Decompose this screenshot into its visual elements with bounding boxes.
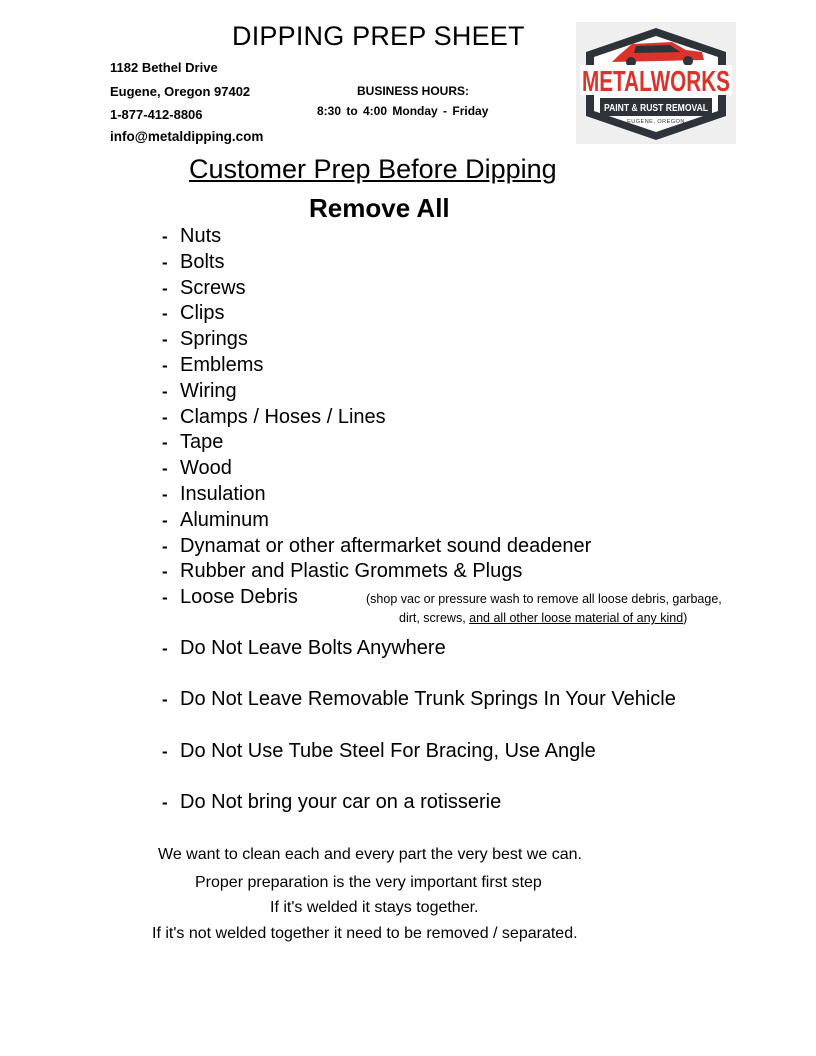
dash-bullet: - [162,793,168,812]
remove-list-item [162,560,522,583]
address-city: Eugene, Oregon 97402 [110,84,251,99]
metalworks-logo [576,22,736,144]
remove-item-label: Clamps / Hoses / Lines [180,405,386,428]
remove-item-label: Dynamat or other aftermarket sound deadener [180,534,592,557]
dash-bullet: - [162,690,168,709]
remove-list-item [162,328,248,351]
remove-item-label: Aluminum [180,508,269,531]
logo-location-text: EUGENE, OREGON [627,119,685,125]
dash-bullet: - [162,356,168,375]
remove-list-item [162,380,237,403]
dash-bullet: - [162,330,168,350]
remove-item-label: Wood [180,457,232,480]
address-street: 1182 Bethel Drive [110,60,218,75]
note-underlined-text: and all other loose material of any kind [469,611,684,625]
footer-line: We want to clean each and every part the very best we can. [158,846,582,863]
dash-bullet: - [162,381,168,401]
remove-list-item [162,251,224,274]
remove-item-label: Springs [180,328,248,351]
remove-list-item [162,406,386,429]
remove-item-label: Rubber and Plastic Grommets & Plugs [180,560,523,583]
business-hours-label: BUSINESS HOURS: [357,84,470,98]
remove-list-item [162,431,223,454]
business-hours-value: 8:30 to 4:00 Monday - Friday [317,104,489,118]
phone-number: 1-877-412-8806 [110,107,203,122]
remove-list-item [162,354,263,377]
remove-list-item [162,509,269,532]
rule-list-item [162,637,446,660]
dash-bullet: - [162,588,168,608]
logo-brand-text: METALWORKS [582,66,730,98]
email-address: info@metaldipping.com [110,129,264,144]
rule-label: Do Not Use Tube Steel For Bracing, Use Angle [180,740,596,762]
rule-label: Do Not Leave Bolts Anywhere [180,637,446,659]
footer-line: If it's not welded together it need to be removed / separated. [152,925,578,942]
remove-list-item [162,277,246,300]
remove-list-item [162,586,298,609]
remove-item-label: Wiring [180,379,237,402]
remove-list-item [162,483,266,506]
dash-bullet: - [162,639,168,658]
rule-label: Do Not Leave Removable Trunk Springs In Your Vehicle [180,688,676,710]
remove-item-label: Screws [180,276,246,299]
section-title: Customer Prep Before Dipping [189,154,557,184]
dash-bullet: - [162,227,168,246]
dash-bullet: - [162,536,168,556]
dash-bullet: - [162,510,168,530]
rule-list-item [162,740,596,763]
dash-bullet: - [162,459,168,479]
footer-line: Proper preparation is the very important first step [195,874,542,891]
remove-item-label: Insulation [180,483,266,505]
remove-list-item [162,302,224,325]
dash-bullet: - [162,407,168,427]
remove-list-item [162,225,221,248]
dash-bullet: - [162,742,168,761]
remove-item-label: Tape [180,431,224,454]
remove-item-label: Nuts [180,225,222,247]
remove-all-heading: Remove All [309,193,450,223]
loose-debris-note-line2 [399,611,687,625]
dash-bullet: - [162,252,168,272]
page-title: DIPPING PREP SHEET [232,21,525,51]
remove-list-item [162,535,591,558]
dash-bullet: - [162,485,168,504]
logo-graphic [576,22,736,144]
remove-item-label: Emblems [180,354,264,376]
rule-list-item [162,791,501,814]
dash-bullet: - [162,562,168,582]
rule-list-item [162,688,676,711]
dash-bullet: - [162,433,168,453]
remove-item-label: Bolts [180,250,225,273]
dash-bullet: - [162,304,168,324]
rule-label: Do Not bring your car on a rotisserie [180,791,502,813]
remove-item-label: Clips [180,302,225,325]
footer-line: If it's welded it stays together. [270,899,479,916]
loose-debris-note-line1: (shop vac or pressure wash to remove all loose debris, garbage, [366,592,722,606]
remove-item-label: Loose Debris [180,586,298,609]
note-plain-text: dirt, screws, [399,611,470,625]
note-closing-paren: ) [683,611,688,625]
remove-list-item [162,457,232,480]
logo-tagline-text: PAINT & RUST REMOVAL [604,103,708,114]
dash-bullet: - [162,278,168,298]
